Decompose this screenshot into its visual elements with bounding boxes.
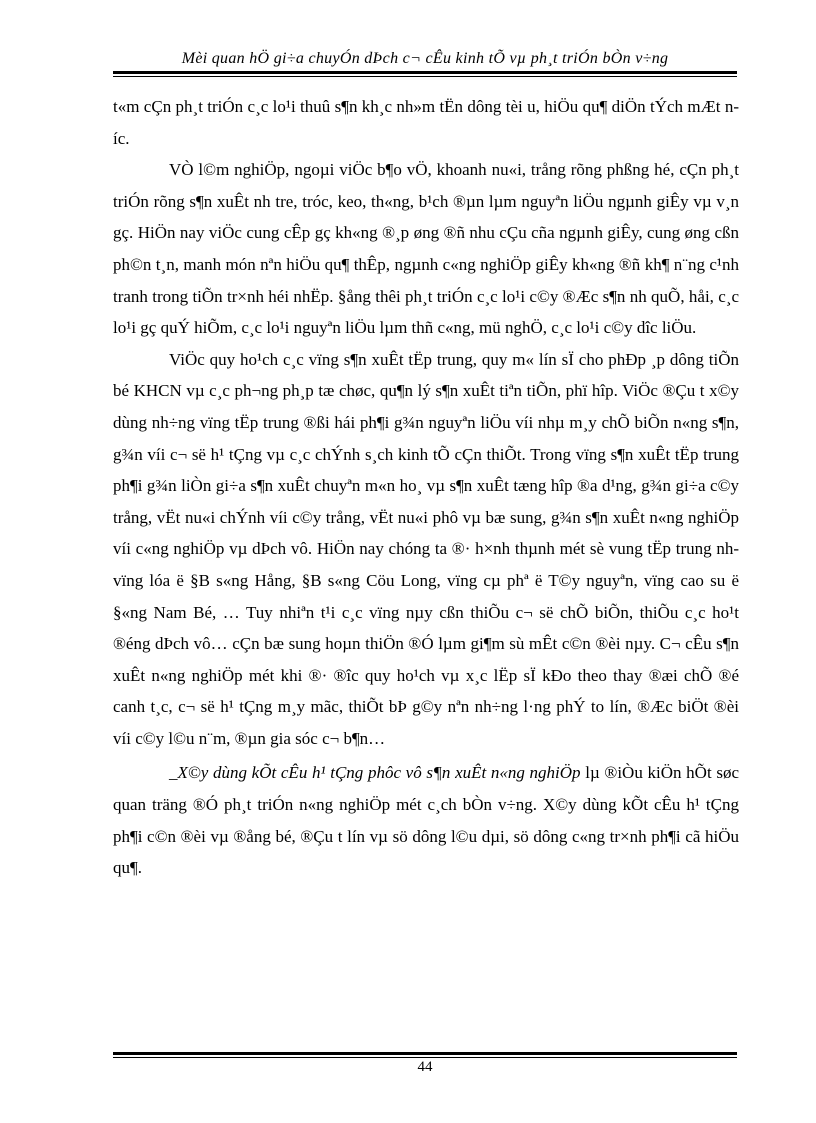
running-header: Mèi quan hÖ gi÷a chuyÓn dÞch c¬ cÊu kinh tÕ vµ ph¸t triÓn bÒn v÷ng bbox=[181, 50, 669, 67]
footer-rule-thick bbox=[113, 1052, 737, 1055]
paragraph-forestry: VÒ l©m nghiÖp, ngoµi viÖc b¶o vÖ, khoanh nu«i, trång rõng phßng hé, cÇn ph¸t triÓn rõng s¶n xuÊt nh tre, tróc, keo, th«ng, b¹ch ®µn lµm nguyªn liÖu ngµnh giÊy vµ v¸n gç. HiÖn nay viÖc cung cÊp gç kh«ng ®¸p øng ®ñ nhu cÇu cña ngµnh giÊy, cung øng cßn ph©n t¸n, manh món nªn hiÖu qu¶ thÊp, ngµnh c«ng nghiÖp giÊy kh«ng ®ñ kh¶ n¨ng c¹nh tranh trong tiÕn tr×nh héi nhËp. §ång thêi ph¸t triÓn c¸c lo¹i c©y ®Æc s¶n nh quÕ, håi, c¸c lo¹i gç quÝ hiÕm, c¸c lo¹i nguyªn liÖu lµm thñ c«ng, mü nghÖ, c¸c lo¹i c©y dîc liÖu. bbox=[113, 160, 739, 338]
paragraph-planning: ViÖc quy ho¹ch c¸c vïng s¶n xuÊt tËp trung, quy m« lín sÏ cho phÐp ¸p dông tiÕn bé KHCN vµ c¸c ph¬ng ph¸p tæ chøc, qu¶n lý s¶n xuÊt tiªn tiÕn, phï hîp. ViÖc ®Çu t x©y dùng nh÷ng vïng tËp trung ®ßi hái ph¶i g¾n nguyªn liÖu víi nhµ m¸y chÕ biÕn n«ng s¶n, g¾n víi c¬ së h¹ tÇng vµ c¸c chÝnh s¸ch kinh tÕ cÇn thiÕt. Trong vïng s¶n xuÊt tËp trung ph¶i g¾n liÒn gi÷a s¶n xuÊt chuyªn m«n ho¸ vµ s¶n xuÊt tæng hîp ®a d¹ng, g¾n gi÷a c©y trång, vËt nu«i chÝnh víi c©y trång, vËt nu«i phô vµ bæ sung, g¾n s¶n xuÊt n«ng nghiÖp víi c«ng nghiÖp vµ dÞch vô. HiÖn nay chóng ta ®· h×nh thµnh mét sè vung tËp trung nh vïng lóa ë §B s«ng Hång, §B s«ng Cöu Long, vïng cµ phª ë T©y nguyªn, vïng cao su ë §«ng Nam Bé, … Tuy nhiªn t¹i c¸c vïng nµy cßn thiÕu c¬ së chÕ biÕn, thiÕu c¸c ho¹t ®éng dÞch vô… cÇn bæ sung hoµn thiÖn ®Ó lµm gi¶m sù mÊt c©n ®èi nµy. C¬ cÊu s¶n xuÊt n«ng nghiÖp mét khi ®· ®îc quy ho¹ch vµ x¸c lËp sÏ kÐo theo thay ®æi chÕ ®é canh t¸c, c¬ së h¹ tÇng m¸y mãc, thiÕt bÞ g©y nªn nh÷ng l·ng phÝ to lín, ®Æc biÖt ®èi víi c©y l©u n¨m, ®µn gia sóc c¬ b¶n… bbox=[113, 349, 739, 748]
paragraph-continued: t«m cÇn ph¸t triÓn c¸c lo¹i thuû s¶n kh¸c nh»m tËn dông tèi u, hiÖu qu¶ diÖn tÝch mÆt níc. bbox=[113, 97, 739, 148]
footer-rule-thin bbox=[113, 1057, 737, 1058]
body-text bbox=[113, 91, 739, 884]
paragraph-infrastructure-text: lµ ®iÒu kiÖn hÕt søc quan träng ®Ó ph¸t triÓn n«ng nghiÖp mét c¸ch bÒn v÷ng. X©y dùng kÕt cÊu h¹ tÇng ph¶i c©n ®èi vµ ®ång bé, ®Çu t lín vµ sö dông l©u dµi, sö dông c«ng tr×nh ph¶i cã hiÖu qu¶. bbox=[113, 763, 739, 878]
header-rule-thick bbox=[113, 71, 737, 74]
paragraph-infrastructure bbox=[113, 757, 739, 883]
header-rule-thin bbox=[113, 76, 737, 77]
paragraph-lead-italic: _X©y dùng kÕt cÊu h¹ tÇng phôc vô s¶n xuÊt n«ng nghiÖp bbox=[169, 763, 581, 783]
page-number: 44 bbox=[417, 1059, 433, 1075]
